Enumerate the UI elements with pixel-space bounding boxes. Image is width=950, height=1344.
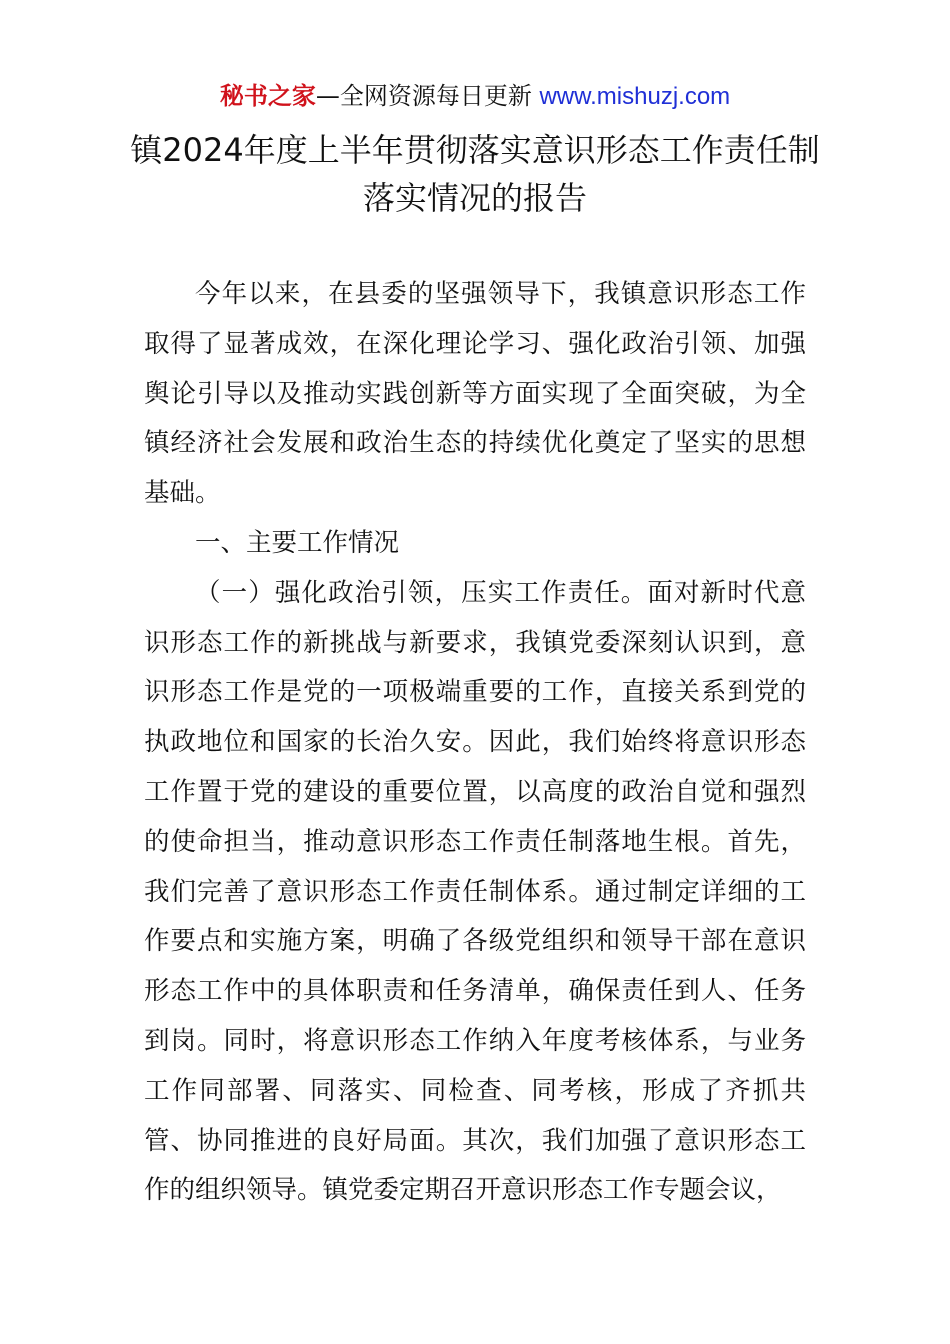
- intro-paragraph: 今年以来，在县委的坚强领导下，我镇意识形态工作取得了显著成效，在深化理论学习、强化政治引领、加强舆论引导以及推动实践创新等方面实现了全面突破，为全镇经济社会发展和政治生态的持续优化奠定了坚实的思想基础。: [144, 279, 806, 509]
- document-body: [144, 270, 806, 1216]
- body-paragraph: （一）强化政治引领，压实工作责任。面对新时代意识形态工作的新挑战与新要求，我镇党委深刻认识到，意识形态工作是党的一项极端重要的工作，直接关系到党的执政地位和国家的长治久安。因此，我们始终将意识形态工作置于党的建设的重要位置，以高度的政治自觉和强烈的使命担当，推动意识形态工作责任制落地生根。首先，我们完善了意识形态工作责任制体系。通过制定详细的工作要点和实施方案，明确了各级党组织和领导干部在意识形态工作中的具体职责和任务清单，确保责任到人、任务到岗。同时，将意识形态工作纳入年度考核体系，与业务工作同部署、同落实、同检查、同考核，形成了齐抓共管、协同推进的良好局面。其次，我们加强了意识形态工作的组织领导。镇党委定期召开意识形态工作专题会议，: [144, 577, 806, 1206]
- section-heading: 一、主要工作情况: [195, 527, 400, 558]
- site-url: www.mishuzj.com: [539, 83, 731, 110]
- header-tagline: —全网资源每日更新: [315, 82, 540, 110]
- document-title: 镇2024年度上半年贯彻落实意识形态工作责任制落实情况的报告: [130, 131, 820, 217]
- brand-name: 秘书之家: [219, 82, 316, 110]
- page-header: [0, 80, 950, 113]
